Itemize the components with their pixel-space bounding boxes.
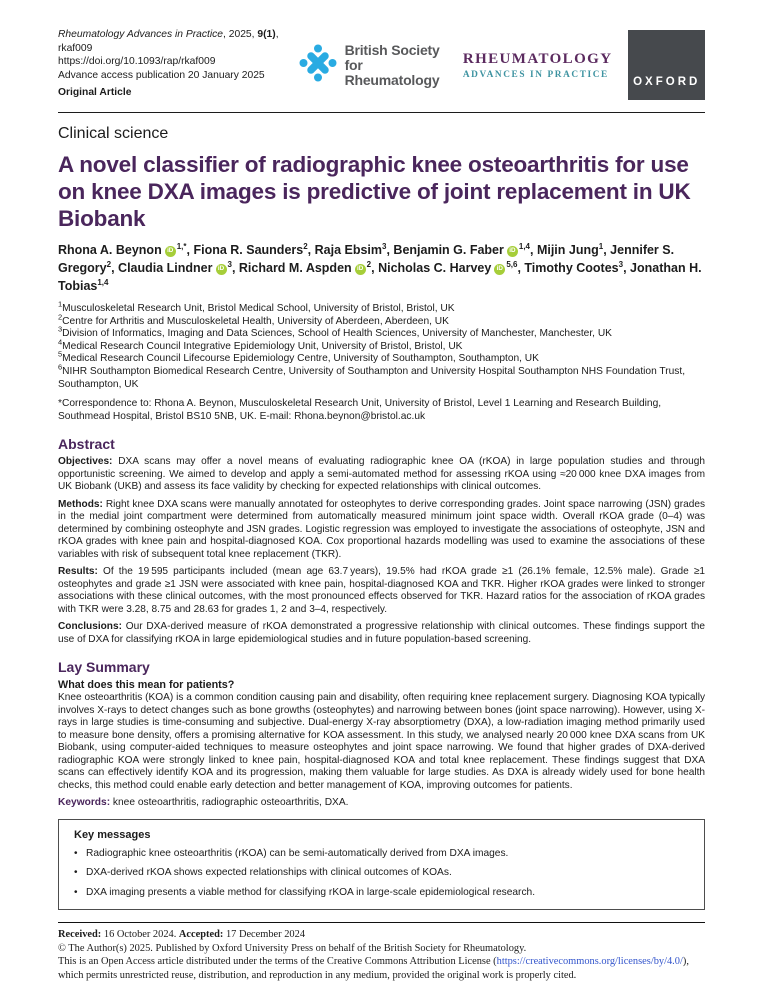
author-list (58, 241, 705, 295)
orcid-icon[interactable]: iD (165, 246, 176, 257)
abstract-paragraph (58, 621, 705, 646)
author (393, 243, 537, 257)
article-title: A novel classifier of radiographic knee osteoarthritis for use on knee DXA images is predictive of joint replacement in UK Biobank (58, 152, 691, 231)
header-divider (58, 112, 705, 113)
received-accepted-line (58, 928, 705, 942)
author-sup: 1,4 (97, 277, 109, 287)
bullet-icon: • (74, 886, 78, 898)
key-messages-heading: Key messages (74, 829, 151, 842)
author-sep: , (231, 261, 239, 275)
accepted-label: Accepted: (178, 928, 224, 940)
affiliation-text: Centre for Arthritis and Musculoskeletal Health, University of Aberdeen, Aberdeen, UK (62, 315, 449, 327)
author-sep: , (371, 261, 379, 275)
author-sup: 3 (382, 241, 387, 251)
bsr-logo-text (345, 43, 447, 88)
author-sep: , (603, 243, 611, 257)
journal-name: Rheumatology Advances in Practice (58, 29, 224, 40)
author-sep: , (386, 243, 394, 257)
bullet-icon: • (74, 848, 78, 860)
author-name: Raja Ebsim (314, 243, 383, 257)
page-header (58, 28, 705, 100)
author-sup: 2 (366, 259, 372, 269)
affiliation-text: Division of Informatics, Imaging and Data Sciences, School of Health Sciences, University of Manchester, Manchester, UK (62, 328, 612, 340)
author (118, 261, 239, 275)
author-name: Mijin Jung (536, 243, 599, 257)
keywords-text: knee osteoarthritis, radiographic osteoarthritis, DXA. (110, 797, 349, 809)
article-type-label: Original Article (58, 87, 132, 98)
author (193, 243, 314, 257)
author (537, 243, 610, 257)
affiliation-text: Medical Research Council Lifecourse Epidemiology Centre, University of Southampton, Southampton, UK (62, 353, 539, 365)
paragraph-label: Conclusions: (58, 621, 122, 633)
lay-summary-heading: Lay Summary (58, 659, 150, 676)
copyright-line: © The Author(s) 2025. Published by Oxford University Press on behalf of the British Society for Rheumatology. (58, 942, 527, 954)
affiliation-text: NIHR Southampton Biomedical Research Centre, University of Southampton and University Hospital Southampton NHS Foundation Trust, Southampton, UK (58, 365, 686, 390)
footer-divider (58, 922, 705, 923)
advance-access-line: Advance access publication 20 January 2025 (58, 69, 265, 81)
accepted-date: 17 December 2024 (223, 928, 306, 940)
author-name: Jennifer S. Gregory (58, 243, 675, 275)
abstract-paragraph (58, 566, 705, 616)
correspondence-note: *Correspondence to: Rhona A. Beynon, Musculoskeletal Research Unit, University of Bristol, Level 1 Learning and Research Building, Southmead Hospital, Bristol BS10 5NB, UK. E-mail: Rhona.beynon@bristol.ac.uk (58, 398, 662, 422)
orcid-icon[interactable]: iD (494, 264, 505, 275)
received-label: Received: (58, 928, 102, 940)
author-sep: , (186, 243, 194, 257)
abstract-heading: Abstract (58, 436, 115, 453)
author-sup: 3 (227, 259, 232, 269)
bsr-logo (298, 43, 447, 88)
key-message-item (74, 867, 689, 880)
affiliation (58, 299, 705, 316)
author-name: Jonathan H. Tobias (58, 261, 702, 293)
paragraph-text: Right knee DXA scans were manually annotated for osteophytes to derive corresponding grades. Joint space narrowing (JSN) grades in the medial joint compartment were determined from automatically measured minimum joint space width. Overall rKOA grade (0–4) was determined by combining osteophyte and JSN grades. Logistic regression was employed to investigate the associations of osteophyte, JSN and rKOA grades with knee pain and hospital-diagnosed KOA. Cox proportional hazards modelling was used to examine the associations of these variables with risk of subsequent total knee replacement (TKR). (58, 498, 705, 560)
author-sup: 3 (618, 259, 624, 269)
author-sup: 1,* (176, 241, 187, 251)
affiliation-text: Musculoskeletal Research Unit, Bristol Medical School, University of Bristol, Bristol, UK (62, 303, 455, 314)
key-message-text: DXA imaging presents a viable method for classifying rKOA in large-scale epidemiological research. (86, 886, 536, 898)
affiliation-sup: 5 (58, 349, 63, 359)
paragraph-text: Of the 19 595 participants included (mean age 63.7 years), 19.5% had rKOA grade ≥1 (26.1% female, 12.5% male). Grade ≥1 osteophytes and grade ≥1 JSN were associated with knee pain, hospital-diagnosed KOA and TKR. Higher rKOA grades were linked to stronger associations with these clinical outcomes, with the most pronounced effects observed for TKR. Hazard ratios for the association of rKOA grades with TKR were 3.28, 8.75 and 28.63 for grades 1, 2 and 3–4, respectively. (58, 566, 705, 615)
keywords-label: Keywords: (58, 797, 111, 809)
author-sup: 2 (106, 259, 112, 269)
keywords-line (58, 797, 705, 808)
citation-id: , rkaf009 (58, 29, 279, 54)
affiliation-sup: 1 (58, 299, 63, 309)
affiliation-sup: 6 (58, 362, 63, 372)
license-text-pre: This is an Open Access article distributed under the terms of the Creative Commons Attribution License ( (58, 956, 497, 968)
license-link[interactable]: https://creativecommons.org/licenses/by/4.0/ (496, 956, 683, 968)
key-messages-box (58, 819, 705, 909)
key-message-text: Radiographic knee osteoarthritis (rKOA) can be semi-automatically derived from DXA images. (86, 848, 509, 860)
bullet-icon: • (74, 867, 78, 879)
author-name: Rhona A. Beynon (58, 243, 162, 257)
journal-citation (58, 28, 298, 100)
author-name: Claudia Lindner (118, 261, 213, 275)
citation-line (58, 28, 298, 55)
author (58, 243, 193, 257)
orcid-icon[interactable]: iD (216, 264, 227, 275)
citation-year: , 2025, (223, 29, 258, 40)
received-date: 16 October 2024. (101, 928, 179, 940)
author (239, 261, 378, 275)
affiliation-sup: 2 (58, 312, 63, 322)
orcid-icon[interactable]: iD (507, 246, 518, 257)
author-sep: , (111, 261, 119, 275)
author-name: Fiona R. Saunders (193, 243, 304, 257)
rap-journal-logo (463, 51, 613, 80)
author-sup: 5,6 (506, 259, 518, 269)
affiliation (58, 349, 705, 366)
bsr-text-line2: Rheumatology (344, 71, 440, 88)
bsr-mark-icon (298, 43, 338, 88)
affiliation (58, 337, 705, 354)
logo-row (298, 30, 705, 100)
affiliation (58, 362, 705, 391)
license-line (58, 955, 705, 983)
author-sep: , (307, 243, 315, 257)
abstract-paragraph (58, 456, 705, 494)
license-text-post: ), which permits unrestricted reuse, distribution, and reproduction in any medium, provided the original work is properly cited. (58, 956, 689, 982)
lay-summary-subheading: What does this mean for patients? (58, 679, 235, 692)
affiliation-sup: 4 (58, 337, 63, 347)
author-name: Timothy Cootes (524, 261, 619, 275)
paragraph-text: DXA scans may offer a novel means of evaluating radiographic knee OA (rKOA) in large population studies and through opportunistic screening. We aimed to develop and apply a semi-automated method for assessing rKOA using ≈20 000 knee DXA images from UK Biobank (UKB) and assess its face validity by checking for expected relationships with clinical outcomes. (58, 456, 705, 493)
author-sup: 1 (598, 241, 604, 251)
article-footer (58, 922, 705, 984)
author-sep: , (530, 243, 537, 257)
key-message-text: DXA-derived rKOA shows expected relationships with clinical outcomes of KOAs. (86, 867, 452, 879)
author (315, 243, 394, 257)
orcid-icon[interactable]: iD (355, 264, 366, 275)
author-name: Richard M. Aspden (238, 261, 352, 275)
section-label: Clinical science (58, 125, 169, 142)
affiliation-sup: 3 (58, 324, 63, 334)
key-message-item (74, 887, 689, 900)
oxford-logo: OXFORD (628, 30, 705, 100)
bsr-text-line1: British Society for (344, 41, 440, 73)
author-name: Nicholas C. Harvey (378, 261, 492, 275)
affiliation-list (58, 299, 705, 391)
author-sep: , (623, 261, 631, 275)
author-sup: 2 (303, 241, 308, 251)
author (378, 261, 524, 275)
abstract-paragraph (58, 499, 705, 562)
author-sup: 1,4 (518, 241, 530, 251)
author-sep: , (517, 261, 525, 275)
affiliation-text: Medical Research Council Integrative Epidemiology Unit, University of Bristol, Bristol, UK (62, 340, 463, 352)
paragraph-label: Methods: (58, 498, 103, 510)
doi-link[interactable]: https://doi.org/10.1093/rap/rkaf009 (58, 56, 216, 67)
key-message-item (74, 848, 689, 861)
rap-logo-subtitle: ADVANCES IN PRACTICE (462, 69, 609, 80)
paragraph-label: Results: (58, 566, 98, 578)
rap-logo-title: RHEUMATOLOGY (462, 50, 613, 67)
author-name: Benjamin G. Faber (393, 243, 504, 257)
affiliation (58, 312, 705, 329)
paragraph-label: Objectives: (58, 456, 113, 468)
citation-issue: 9(1) (257, 29, 276, 40)
affiliation (58, 324, 705, 341)
author (524, 261, 630, 275)
lay-summary-text: Knee osteoarthritis (KOA) is a common condition causing pain and disability, often requiring knee replacement surgery. Diagnosing KOA typically involves X-rays to detect changes such as bone growths (osteophytes) and narrowing between bones (joint space narrowing). However, using X-rays in large studies is time-consuming and subjective. Dual-energy X-ray absorptiometry (DXA), a low-radiation imaging method primarily used to measure bone density, offers a promising alternative for KOA assessment. In this study, we analysed nearly 20 000 knee DXA scans from UK Biobank, using computer-aided techniques to measure osteophytes and joint space narrowing. We found that higher grades of DXA-derived radiographic KOA were strongly linked to knee pain, hospital-diagnosed KOA and total knee replacement. These findings suggest that DXA scans can effectively identify KOA and its progression, making them valuable for large studies. As DXA is already widely used for bone health checks, this method could enable early detection and better management of KOA, improving outcomes for patients. (58, 692, 705, 791)
paragraph-text: Our DXA-derived measure of rKOA demonstrated a progressive relationship with clinical outcomes. These findings support the use of DXA for classifying rKOA in large epidemiological studies and in future population-based screening. (58, 621, 705, 645)
